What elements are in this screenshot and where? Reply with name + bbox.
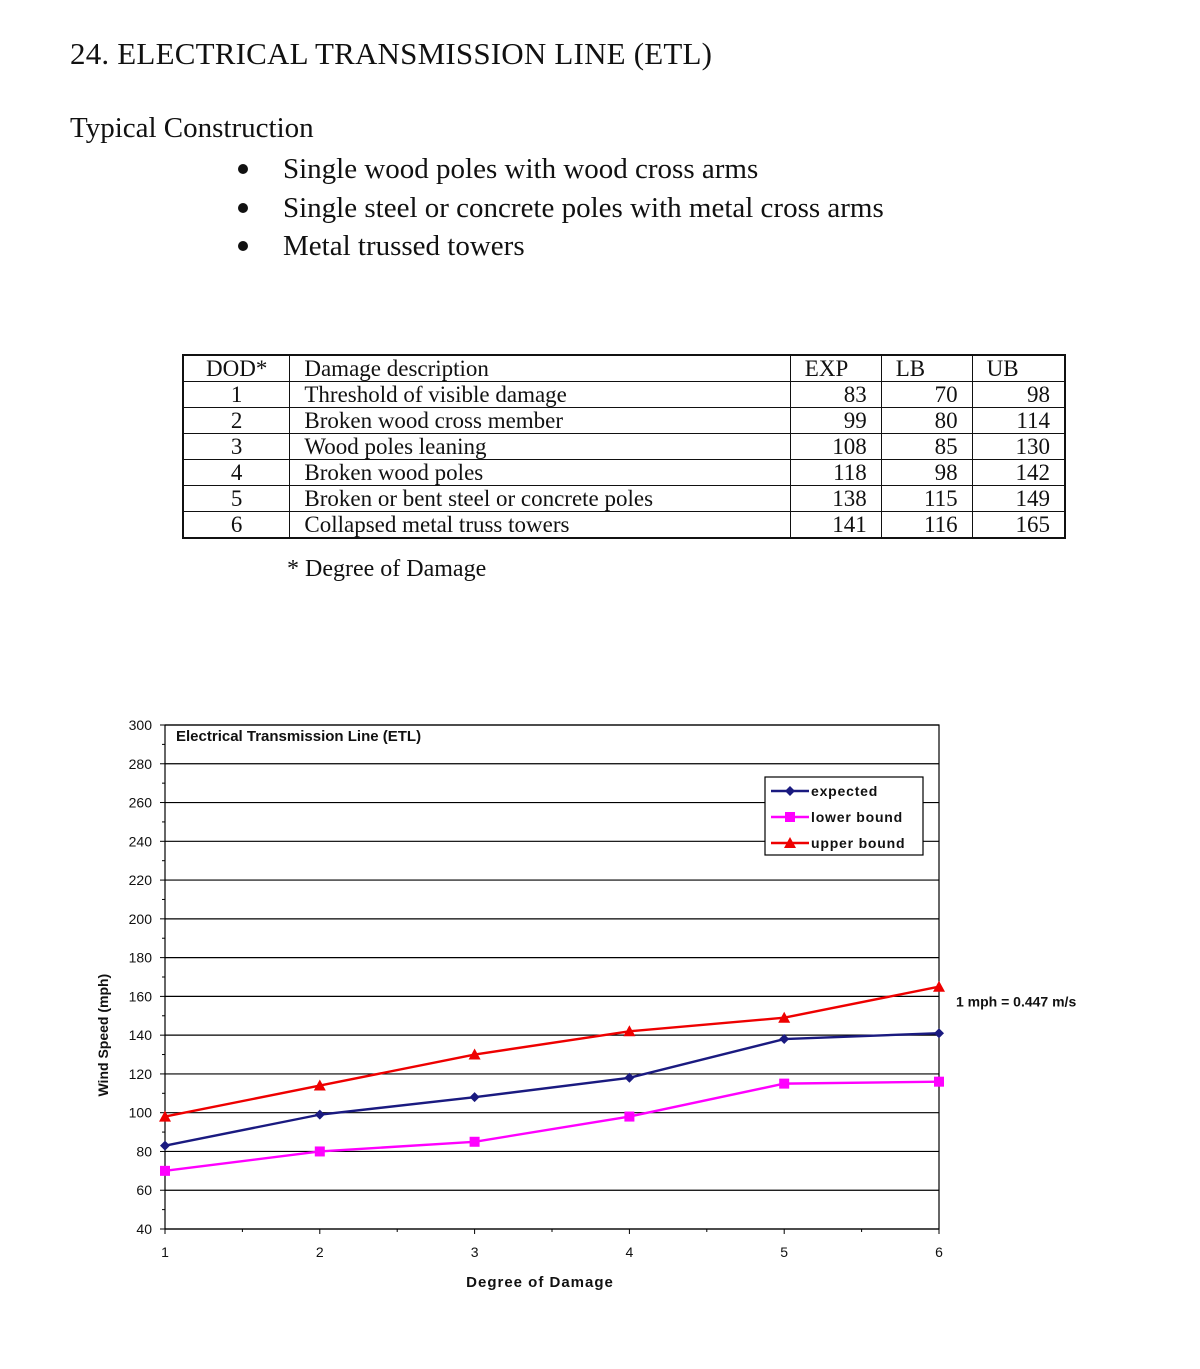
cell-ub: 142 xyxy=(972,460,1065,486)
cell-lb: 70 xyxy=(881,382,972,408)
y-axis-label: Wind Speed (mph) xyxy=(95,973,111,1097)
list-item xyxy=(230,150,884,189)
cell-ub: 130 xyxy=(972,434,1065,460)
data-point xyxy=(315,1110,325,1120)
cell-exp: 83 xyxy=(790,382,881,408)
list-item-text: Metal trussed towers xyxy=(283,230,525,262)
construction-list xyxy=(230,150,884,266)
data-point xyxy=(315,1146,325,1156)
header-lb: LB xyxy=(881,355,972,382)
list-item xyxy=(230,227,884,266)
series-upper-bound xyxy=(159,981,945,1122)
y-tick-label: 180 xyxy=(128,949,152,966)
table-row xyxy=(183,434,1065,460)
table-footnote: * Degree of Damage xyxy=(287,556,487,582)
y-tick-label: 300 xyxy=(128,717,152,733)
cell-dod: 5 xyxy=(183,486,290,512)
series-line-lower-bound xyxy=(165,1082,939,1171)
table-row xyxy=(183,408,1065,434)
data-point xyxy=(934,1028,944,1038)
series-lower-bound xyxy=(160,1077,944,1176)
data-point xyxy=(470,1137,480,1147)
series-expected xyxy=(160,1028,944,1150)
table-row xyxy=(183,382,1065,408)
y-axis-ticks xyxy=(129,717,165,1237)
list-item-text: Single wood poles with wood cross arms xyxy=(283,153,759,185)
data-point xyxy=(934,1077,944,1087)
data-point xyxy=(160,1166,170,1176)
cell-description: Collapsed metal truss towers xyxy=(290,512,790,539)
bullet-icon xyxy=(238,241,248,251)
table-row xyxy=(183,460,1065,486)
cell-ub: 149 xyxy=(972,486,1065,512)
x-tick-label: 2 xyxy=(315,1244,324,1260)
data-point xyxy=(933,981,945,992)
cell-description: Wood poles leaning xyxy=(290,434,790,460)
cell-exp: 138 xyxy=(790,486,881,512)
y-tick-label: 220 xyxy=(128,872,152,889)
data-point xyxy=(779,1079,789,1089)
data-point xyxy=(160,1141,170,1151)
cell-dod: 4 xyxy=(183,460,290,486)
cell-exp: 99 xyxy=(790,408,881,434)
cell-description: Broken or bent steel or concrete poles xyxy=(290,486,790,512)
cell-description: Broken wood poles xyxy=(290,460,790,486)
legend-marker xyxy=(785,812,795,822)
cell-exp: 141 xyxy=(790,512,881,539)
y-tick-label: 100 xyxy=(128,1104,152,1121)
legend-label: lower bound xyxy=(811,809,904,825)
x-tick-label: 3 xyxy=(470,1244,479,1260)
cell-exp: 118 xyxy=(790,460,881,486)
bullet-icon xyxy=(238,203,248,213)
y-tick-label: 60 xyxy=(136,1182,152,1199)
y-tick-label: 200 xyxy=(128,910,152,927)
legend-label: expected xyxy=(811,783,879,799)
y-tick-label: 260 xyxy=(128,794,152,811)
cell-lb: 80 xyxy=(881,408,972,434)
cell-ub: 165 xyxy=(972,512,1065,539)
y-tick-label: 80 xyxy=(136,1143,152,1160)
data-point xyxy=(470,1092,480,1102)
cell-ub: 98 xyxy=(972,382,1065,408)
header-ub: UB xyxy=(972,355,1065,382)
unit-conversion-note: 1 mph = 0.447 m/s xyxy=(956,993,1077,1010)
bullet-icon xyxy=(238,164,248,174)
x-tick-label: 6 xyxy=(935,1244,943,1260)
damage-table xyxy=(182,354,1066,539)
legend-label: upper bound xyxy=(811,835,906,851)
cell-lb: 85 xyxy=(881,434,972,460)
cell-dod: 6 xyxy=(183,512,290,539)
cell-description: Broken wood cross member xyxy=(290,408,790,434)
table-row xyxy=(183,486,1065,512)
y-tick-label: 160 xyxy=(128,988,152,1005)
typical-construction-heading: Typical Construction xyxy=(70,112,314,144)
x-tick-label: 1 xyxy=(161,1244,169,1260)
x-tick-label: 5 xyxy=(780,1244,789,1260)
cell-lb: 115 xyxy=(881,486,972,512)
x-axis-ticks xyxy=(161,1229,943,1260)
header-description: Damage description xyxy=(290,355,790,382)
cell-exp: 108 xyxy=(790,434,881,460)
series-line-upper-bound xyxy=(165,987,939,1117)
cell-ub: 114 xyxy=(972,408,1065,434)
table-row xyxy=(183,512,1065,539)
chart-title: Electrical Transmission Line (ETL) xyxy=(176,728,422,745)
cell-description: Threshold of visible damage xyxy=(290,382,790,408)
list-item-text: Single steel or concrete poles with metal cross arms xyxy=(283,191,884,224)
chart-series xyxy=(159,981,945,1176)
header-dod: DOD* xyxy=(183,355,290,382)
wind-speed-chart xyxy=(0,700,1200,1310)
header-exp: EXP xyxy=(790,355,881,382)
cell-lb: 98 xyxy=(881,460,972,486)
y-tick-label: 140 xyxy=(128,1027,152,1044)
cell-dod: 1 xyxy=(183,382,290,408)
y-tick-label: 280 xyxy=(128,755,152,772)
cell-dod: 3 xyxy=(183,434,290,460)
list-item xyxy=(230,189,884,228)
y-tick-label: 40 xyxy=(136,1221,152,1237)
page-heading: 24. ELECTRICAL TRANSMISSION LINE (ETL) xyxy=(70,36,713,71)
cell-lb: 116 xyxy=(881,512,972,539)
y-tick-label: 240 xyxy=(128,833,152,850)
chart-legend xyxy=(765,777,923,855)
table-header-row xyxy=(183,355,1065,382)
y-tick-label: 120 xyxy=(128,1065,152,1082)
data-point xyxy=(624,1112,634,1122)
cell-dod: 2 xyxy=(183,408,290,434)
x-axis-label: Degree of Damage xyxy=(466,1274,614,1291)
x-tick-label: 4 xyxy=(625,1244,634,1260)
